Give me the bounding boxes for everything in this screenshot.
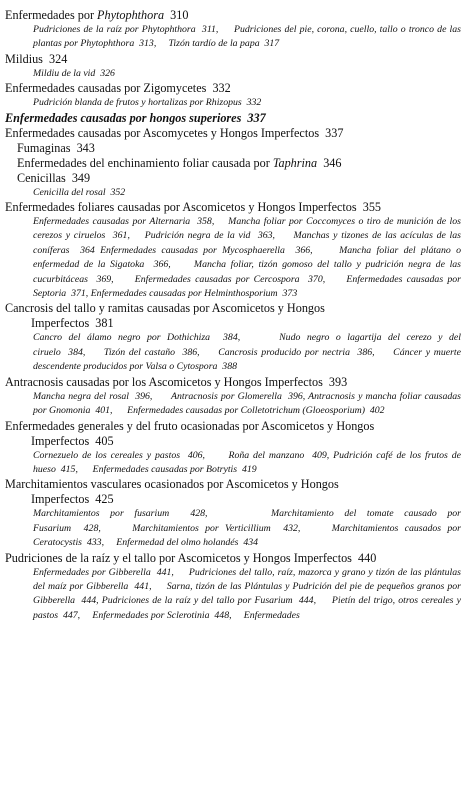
- toc-subentries: Enfermedades por Gibberella 441, Pudriciones del tallo, raíz, mazorca y grano y tizón de las plántulas del maíz por Gibberella 441, Sarna, tizón de las Plántulas y Pudrición del pie de pequeños granos por Gibberella 444, Pudriciones de la raíz y del tallo por Fusarium 444, Pietín del trigo, otros cereales y pastos 447, Enfermedades por Sclerotinia 448, Enfermedades: [33, 566, 461, 621]
- toc-entry: Cancrosis del tallo y ramitas causadas por Ascomicetos y Hongos: [5, 301, 325, 316]
- toc-entry: Cenicillas 349: [17, 170, 91, 185]
- toc-entry: Fumaginas 343: [17, 140, 95, 155]
- toc-entry: Enfermedades causadas por hongos superiores 337: [5, 110, 266, 125]
- toc-entry: Enfermedades causadas por Ascomycetes y Hongos Imperfectos 337: [5, 125, 344, 140]
- toc-subentries: Cancro del álamo negro por Dothichiza 384, Nudo negro o lagartija del cerezo y del ciruelo 384, Tizón del castaño 386, Cancrosis producido por nectria 386, Cáncer y muerte descendente producidos por Valsa o Cytospora 388: [33, 332, 461, 373]
- toc-entry: Enfermedades por Phytophthora 310: [5, 8, 189, 22]
- toc-subentries: Marchitamientos por fusarium 428, Marchitamiento del tomate causado por Fusarium 428, Marchitamientos por Verticillium 432, Marchitamientos causados por Ceratocystis 433, Enfermedad del olmo holandés 434: [33, 508, 461, 549]
- toc-entry: Antracnosis causadas por los Ascomicetos y Hongos Imperfectos 393: [5, 374, 348, 389]
- toc-subentries: Pudriciones de la raíz por Phytophthora 311, Pudriciones del pie, corona, cuello, tallo o tronco de las plantas por Phytophthora 313, Tizón tardío de la papa 317: [33, 24, 461, 50]
- toc-entry: Enfermedades generales y del fruto ocasionadas por Ascomicetos y Hongos: [5, 418, 375, 433]
- toc-entry: Imperfectos 405: [31, 433, 114, 448]
- toc-entry: Imperfectos 425: [31, 492, 114, 507]
- toc-entry: Imperfectos 381: [31, 316, 114, 331]
- toc-subentries: Mancha negra del rosal 396, Antracnosis por Glomerella 396, Antracnosis y mancha foliar causadas por Gnomonia 401, Enfermedades causadas por Colletotrichum (Gloeosporium) 402: [33, 390, 461, 417]
- toc-entry: Pudriciones de la raíz y el tallo por Ascomicetos y Hongos Imperfectos 440: [5, 550, 377, 565]
- toc-entry: Enfermedades foliares causadas por Ascomicetos y Hongos Imperfectos 355: [5, 200, 382, 215]
- toc-entry: Mildius 324: [5, 51, 68, 66]
- toc-entry: Marchitamientos vasculares ocasionados por Ascomicetos y Hongos: [5, 477, 339, 492]
- toc-subentries: Pudrición blanda de frutos y hortalizas por Rhizopus 332: [33, 97, 262, 109]
- toc-subentries: Mildiu de la vid 326: [33, 67, 115, 79]
- toc-subentries: Cornezuelo de los cereales y pastos 406, Roña del manzano 409, Pudrición café de los frutos de hueso 415, Enfermedades causadas por Botrytis 419: [33, 449, 461, 475]
- toc-entry: Enfermedades causadas por Zigomycetes 332: [5, 81, 231, 96]
- toc-entry: Enfermedades del enchinamiento foliar causada por Taphrina 346: [17, 155, 342, 170]
- table-of-contents: [5, 8, 465, 623]
- toc-subentries: Cenicilla del rosal 352: [33, 186, 126, 198]
- toc-subentries: Enfermedades causadas por Alternaria 358, Mancha foliar por Coccomyces o tiro de munición de los cerezos y ciruelos 361, Pudrición negra de la vid 363, Manchas y tizones de las acículas de las coníferas 364 Enfermedades causadas por Mycosphaerella 366, Mancha foliar del plátano o enfermedad de la Sigatoka 366, Mancha foliar, tizón gomoso del tallo y pudrición negra de las cucurbitáceas 369, Enfermedades causadas por Cercospora 370, Enfermedades causadas por Septoria 371, Enfermedades causadas por Helminthosporium 373: [33, 216, 461, 300]
